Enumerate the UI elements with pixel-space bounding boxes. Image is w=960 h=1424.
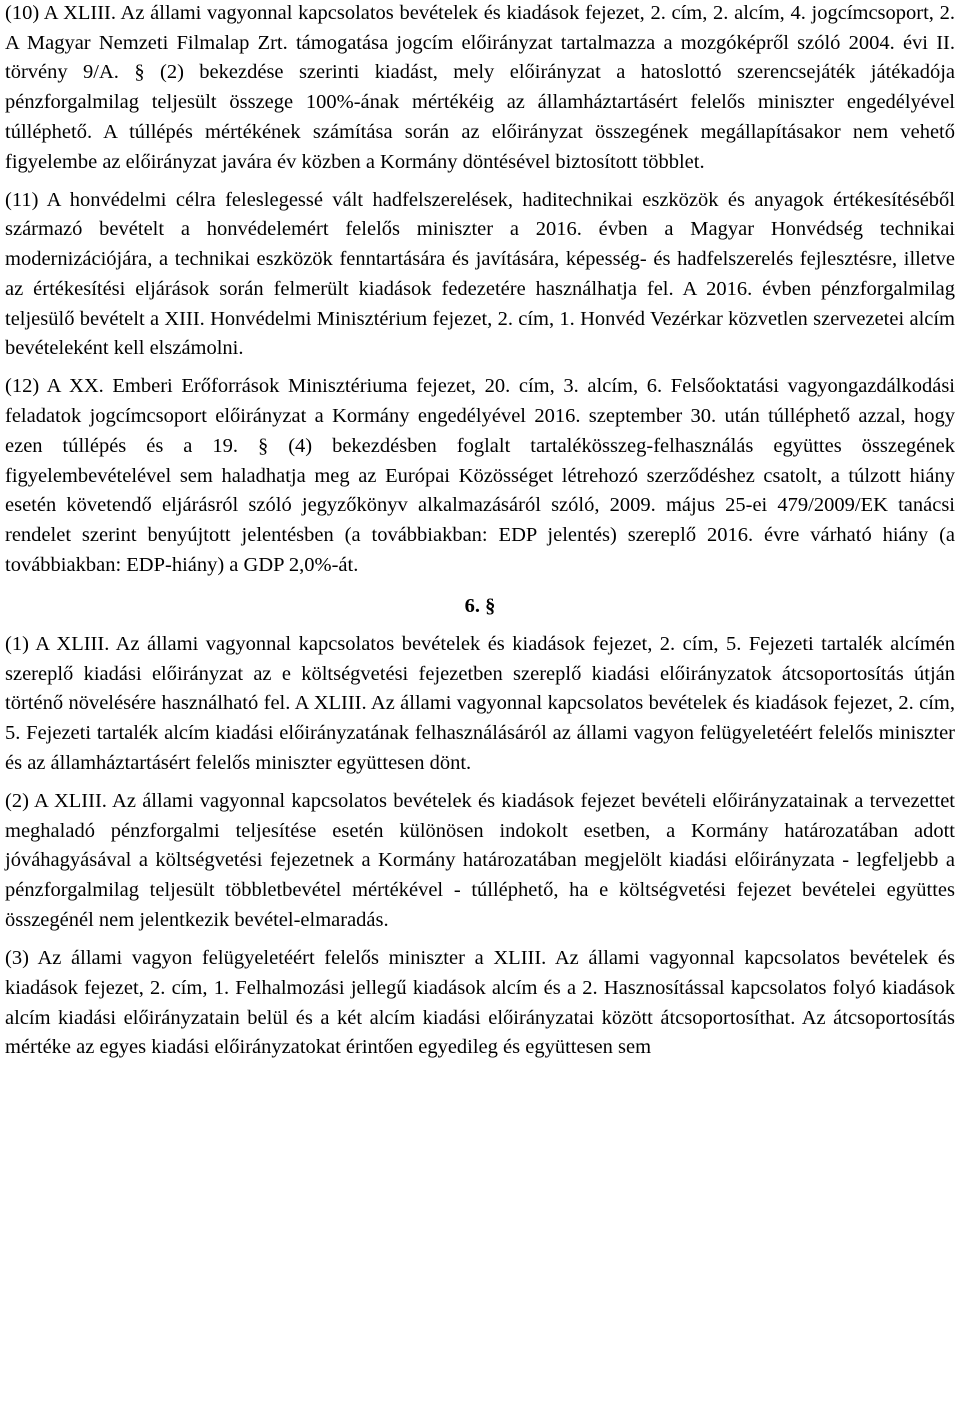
paragraph-6-3: (3) Az állami vagyon felügyeletéért felelős miniszter a XLIII. Az állami vagyonnal kapcsolatos bevételek és kiadások fejezet, 2. cím, 1. Felhalmozási jellegű kiadások alcím és a 2. Hasznosítással kapcsolatos folyó kiadások alcím kiadási előirányzatain belül és a két alcím kiadási előirányzatai között átcsoportosíthat. Az átcsoportosítás mértéke az egyes kiadási előirányzatokat érintően egyedileg és együttesen sem [5, 947, 955, 1059]
section-heading: 6. § [464, 595, 496, 618]
paragraph-6-1: (1) A XLIII. Az állami vagyonnal kapcsolatos bevételek és kiadások fejezet, 2. cím, 5. Fejezeti tartalék alcímén szereplő kiadási előirányzat az e költségvetési fejezetben szereplő kiadási előirányzatok átcsoportosítás útján történő növelésére használható fel. A XLIII. Az állami vagyonnal kapcsolatos bevételek és kiadások fejezet, 2. cím, 5. Fejezeti tartalék alcím kiadási előirányzatának felhasználásáról az állami vagyon felügyeletéért felelős miniszter és az államháztartásért felelős miniszter együttesen dönt. [5, 633, 955, 774]
paragraph-10: (10) A XLIII. Az állami vagyonnal kapcsolatos bevételek és kiadások fejezet, 2. cím, 2. alcím, 4. jogcímcsoport, 2. A Magyar Nemzeti Filmalap Zrt. támogatása jogcím előirányzat tartalmazza a mozgóképről szóló 2004. évi II. törvény 9/A. § (2) bekezdése szerinti kiadást, mely előirányzat a hatoslottó szerencsejáték játékadója pénzforgalmilag teljesült összege 100%-ának mértékéig az államháztartásért felelős miniszter engedélyével túlléphető. A túllépés mértékének számítása során az előirányzat összegének megállapításakor nem vehető figyelembe az előirányzat javára év közben a Kormány döntésével biztosított többlet. [5, 2, 955, 173]
paragraph-12: (12) A XX. Emberi Erőforrások Minisztériuma fejezet, 20. cím, 3. alcím, 6. Felsőoktatási vagyongazdálkodási feladatok jogcímcsoport előirányzat a Kormány engedélyével 2016. szeptember 30. után túlléphető azzal, hogy ezen túllépés és a 19. § (4) bekezdésben foglalt tartalékösszeg-felhasználás együttes összegének figyelembevételével sem haladhatja meg az Európai Közösséget létrehozó szerződéshez csatolt, a túlzott hiány esetén követendő eljárásról szóló jegyzőkönyv alkalmazásáról szóló, 2009. május 25-ei 479/2009/EK tanácsi rendelet szerint benyújtott jelentésben (a továbbiakban: EDP jelentés) szereplő 2016. évre várható hiány (a továbbiakban: EDP-hiány) a GDP 2,0%-át. [5, 375, 955, 576]
paragraph-11: (11) A honvédelmi célra feleslegessé vált hadfelszerelések, haditechnikai eszközök és anyagok értékesítéséből származó bevételt a honvédelemért felelős miniszter a 2016. évben a Magyar Honvédség technikai modernizációjára, a technikai eszközök fenntartására és javítására, képesség- és hadfelszerelés fejlesztésre, illetve az értékesítési eljárások során felmerült kiadások fedezetére használhatja fel. A 2016. évben pénzforgalmilag teljesülő bevételt a XIII. Honvédelmi Minisztérium fejezet, 2. cím, 1. Honvéd Vezérkar közvetlen szervezetei alcím bevételeként kell elszámolni. [5, 188, 955, 360]
document-page [5, 0, 955, 1063]
paragraph-6-2: (2) A XLIII. Az állami vagyonnal kapcsolatos bevételek és kiadások fejezet bevételi előirányzatainak a tervezettet meghaladó pénzforgalmi teljesítése esetén különösen indokolt esetben, a Kormány határozatában adott jóváhagyásával a költségvetési fejezetnek a Kormány határozatában megjelölt kiadási előirányzata - legfeljebb a pénzforgalmilag teljesült többletbevétel mértékével - túlléphető, ha e költségvetési fejezet bevételei együttes összegénél nem jelentkezik bevétel-elmaradás. [5, 790, 955, 931]
